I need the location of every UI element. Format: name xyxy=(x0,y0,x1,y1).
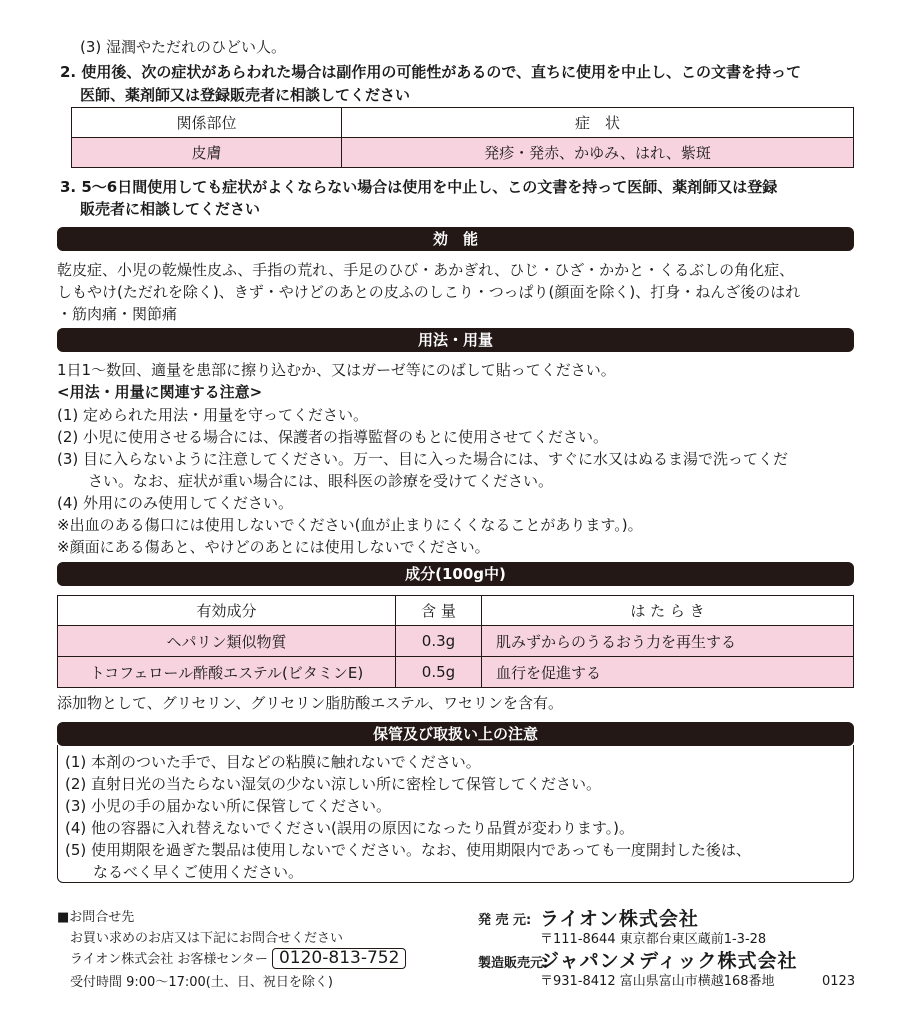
usage-note-1: (1) 定められた用法・用量を守ってください。 xyxy=(57,406,369,424)
warning-item-3-line-1: 3. 5〜6日間使用しても症状がよくならない場合は使用を中止し、この文書を持って医師、薬剤師又は登録 xyxy=(60,178,778,196)
warning-item-2-line-2: 医師、薬剤師又は登録販売者に相談してください xyxy=(80,86,411,104)
ingredients-header-name: 有効成分 xyxy=(58,596,396,626)
ingredients-row xyxy=(58,626,854,657)
inquiry-line: お買い求めのお店又は下記にお問合せください xyxy=(70,931,344,946)
ingredients-table-header xyxy=(58,596,854,626)
ingredients-header-function: は た ら き xyxy=(482,596,854,626)
usage-note-bleeding: ※出血のある傷口には使用しないでください(血が止まりにくくなることがあります。)。 xyxy=(57,516,643,534)
symptom-cell-symptom: 発疹・発赤、かゆみ、はれ、紫斑 xyxy=(342,138,854,168)
symptom-cell-part: 皮膚 xyxy=(72,138,342,168)
storage-line-5: (5) 使用期限を過ぎた製品は使用しないでください。なお、使用期限内であっても一度開封した後は、 xyxy=(65,841,751,859)
symptom-header-symptom: 症 状 xyxy=(342,108,854,138)
warning-item-3-sub: (3) 湿潤やただれのひどい人。 xyxy=(80,38,287,56)
storage-line-1: (1) 本剤のついた手で、目などの粘膜に触れないでください。 xyxy=(65,753,481,771)
efficacy-line-2: しもやけ(ただれを除く)、きず・やけどのあとの皮ふのしこり・つっぱり(顔面を除く)、打身・ねんざ後のはれ xyxy=(57,283,801,301)
symptom-table xyxy=(71,107,854,168)
ingredients-table xyxy=(57,595,854,688)
ingredient-function: 肌みずからのうるおう力を再生する xyxy=(482,626,854,657)
ingredient-name: トコフェロール酢酸エステル(ビタミンE) xyxy=(58,657,396,688)
symptom-table-header xyxy=(72,108,854,138)
maker-label: 製造販売元: xyxy=(478,956,549,971)
ingredient-amount: 0.5g xyxy=(396,657,482,688)
usage-heading: 用法・用量 xyxy=(57,328,854,352)
warning-item-2-line-1: 2. 使用後、次の症状があらわれた場合は副作用の可能性があるので、直ちに使用を中止し、この文書を持って xyxy=(60,63,802,81)
seller-name: ライオン株式会社 xyxy=(540,908,699,930)
storage-line-4: (4) 他の容器に入れ替えないでください(誤用の原因になったり品質が変わります。)。 xyxy=(65,819,635,837)
usage-note-face: ※顔面にある傷あと、やけどのあとには使用しないでください。 xyxy=(57,538,490,556)
usage-note-3-line-1: (3) 目に入らないように注意してください。万一、目に入った場合には、すぐに水又はぬるま湯で洗ってくだ xyxy=(57,450,789,468)
business-hours: 受付時間 9:00〜17:00(土、日、祝日を除く) xyxy=(70,975,333,990)
usage-note-2: (2) 小児に使用させる場合には、保護者の指導監督のもとに使用させてください。 xyxy=(57,428,609,446)
inquiry-title: ■お問合せ先 xyxy=(57,910,135,925)
usage-note-3-line-2: さい。なお、症状が重い場合には、眼科医の診療を受けてください。 xyxy=(88,472,554,490)
symptom-table-row xyxy=(72,138,854,168)
ingredient-name: ヘパリン類似物質 xyxy=(58,626,396,657)
seller-address: 〒111-8644 東京都台東区蔵前1-3-28 xyxy=(540,932,767,947)
inquiry-company-row xyxy=(70,948,406,969)
maker-address: 〒931-8412 富山県富山市横越168番地 xyxy=(540,974,775,989)
seller-label: 発 売 元: xyxy=(478,913,532,928)
storage-line-6: なるべく早くご使用ください。 xyxy=(93,863,304,881)
phone-number: 0120-813-752 xyxy=(272,948,406,969)
maker-name: ジャパンメディック株式会社 xyxy=(540,950,798,972)
efficacy-line-1: 乾皮症、小児の乾燥性皮ふ、手指の荒れ、手足のひび・あかぎれ、ひじ・ひざ・かかと・くるぶしの角化症、 xyxy=(57,261,795,279)
storage-heading: 保管及び取扱い上の注意 xyxy=(57,722,854,746)
ingredient-function: 血行を促進する xyxy=(482,657,854,688)
usage-main: 1日1〜数回、適量を患部に擦り込むか、又はガーゼ等にのばして貼ってください。 xyxy=(57,361,616,379)
ingredient-amount: 0.3g xyxy=(396,626,482,657)
ingredients-heading: 成分(100g中) xyxy=(57,562,854,586)
usage-notes-title: <用法・用量に関連する注意> xyxy=(57,383,263,401)
ingredients-header-amount: 含 量 xyxy=(396,596,482,626)
storage-line-3: (3) 小児の手の届かない所に保管してください。 xyxy=(65,797,392,815)
storage-line-2: (2) 直射日光の当たらない湿気の少ない涼しい所に密栓して保管してください。 xyxy=(65,775,602,793)
ingredients-row xyxy=(58,657,854,688)
document-code: 0123 xyxy=(822,974,856,989)
efficacy-line-3: ・筋肉痛・関節痛 xyxy=(57,305,178,323)
additives-text: 添加物として、グリセリン、グリセリン脂肪酸エステル、ワセリンを含有。 xyxy=(57,694,563,712)
symptom-header-part: 関係部位 xyxy=(72,108,342,138)
warning-item-3-line-2: 販売者に相談してください xyxy=(80,200,261,218)
inquiry-company: ライオン株式会社 お客様センター xyxy=(70,952,268,967)
usage-note-4: (4) 外用にのみ使用してください。 xyxy=(57,494,294,512)
efficacy-heading: 効 能 xyxy=(57,227,854,251)
